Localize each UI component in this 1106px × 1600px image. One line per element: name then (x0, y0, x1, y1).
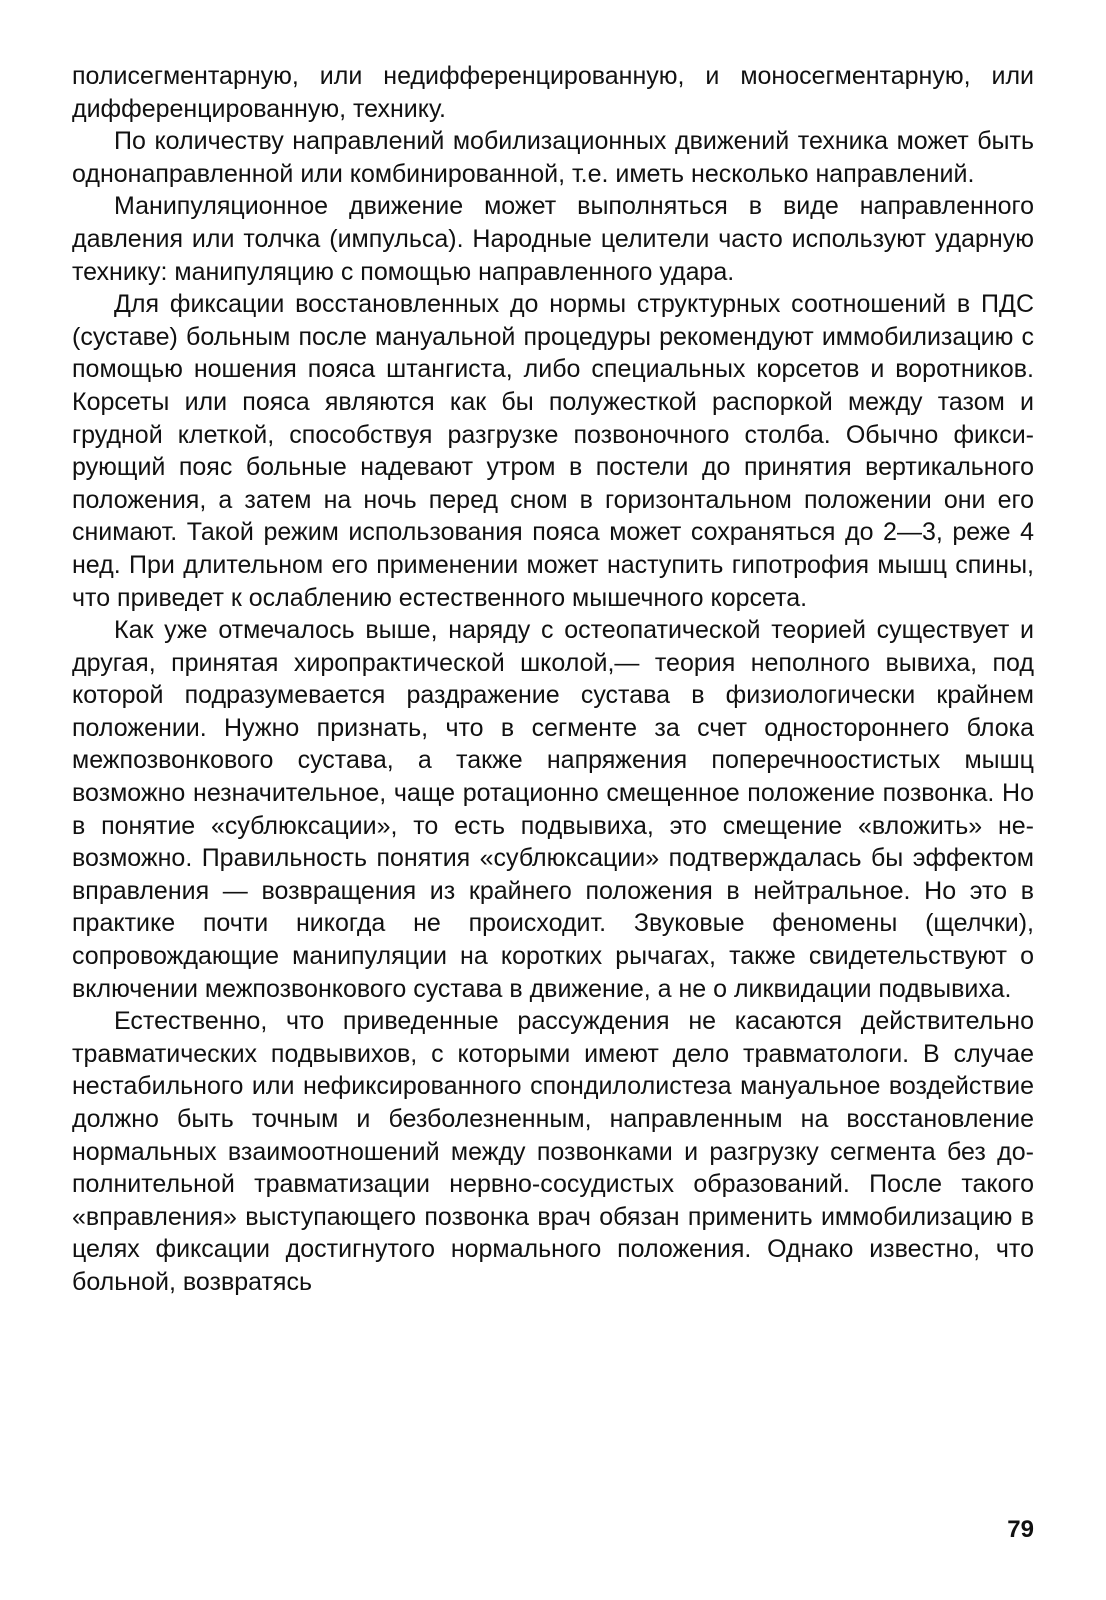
paragraph-5: Как уже отмечалось выше, наряду с остеопатической теорией существует и другая, принятая хиропрактической школой,— теория неполного вывиха, под которой подразумевается раздражение сустава в физиологически крайнем положении. Нужно признать, что в сегменте за счет одностороннего блока межпозвонкового сустава, а также напряжения поперечноостистых мышц возможно незначительное, чаще ротационно смещенное положение позвонка. Но в понятие «сублюксации», то есть подвывиха, это смещение «вложить» невозможно. Правильность понятия «сублюксации» подтверждалась бы эффектом вправления — возвращения из крайнего положения в нейтральное. Но это в практике почти никогда не происходит. Звуковые феномены (щелчки), сопровождающие манипуляции на коротких рычагах, также свидетельствуют о включении межпозвонкового сустава в движение, а не о ликвидации подвывиха. (72, 616, 1034, 1003)
paragraph-1: полисегментарную, или недифференцированную, и моносегментарную, или дифференцированную, технику. (72, 62, 1034, 123)
page-number: 79 (1007, 1516, 1034, 1543)
paragraph-3: Манипуляционное движение может выполняться в виде направленного давления или толчка (импульса). Народные целители часто используют ударную технику: манипуляцию с помощью направленного удара. (72, 192, 1034, 286)
paragraph-6: Естественно, что приведенные рассуждения не касаются действительно травматических подвывихов, с которыми имеют дело травматологи. В случае нестабильного или нефиксированного спондилолистеза мануальное воздействие должно быть точным и безболезненным, направленным на восстановление нормальных взаимоотношений между позвонками и разгрузку сегмента без дополнительной травматизации нервно-сосудистых образований. После такого «вправления» выступающего позвонка врач обязан применить иммобилизацию в целях фиксации достигнутого нормального положения. Однако известно, что больной, возвратясь (72, 1007, 1034, 1296)
page-body (72, 60, 1034, 1299)
paragraph-4: Для фиксации восстановленных до нормы структурных соотношений в ПДС (суставе) больным после мануальной процедуры рекомендуют иммобилизацию с помощью ношения пояса штангиста, либо специальных корсетов и воротников. Корсеты или пояса являются как бы полужесткой распоркой между тазом и грудной клеткой, способствуя разгрузке позвоночного столба. Обычно фиксирующий пояс больные надевают утром в постели до принятия вертикального положения, а затем на ночь перед сном в горизонтальном положении они его снимают. Такой режим использования пояса может сохраняться до 2—3, реже 4 нед. При длительном его применении может наступить гипотрофия мышц спины, что приведет к ослаблению естественного мышечного корсета. (72, 290, 1034, 612)
paragraph-2: По количеству направлений мобилизационных движений техника может быть однонаправленной или комбинированной, т.е. иметь несколько направлений. (72, 127, 1034, 188)
